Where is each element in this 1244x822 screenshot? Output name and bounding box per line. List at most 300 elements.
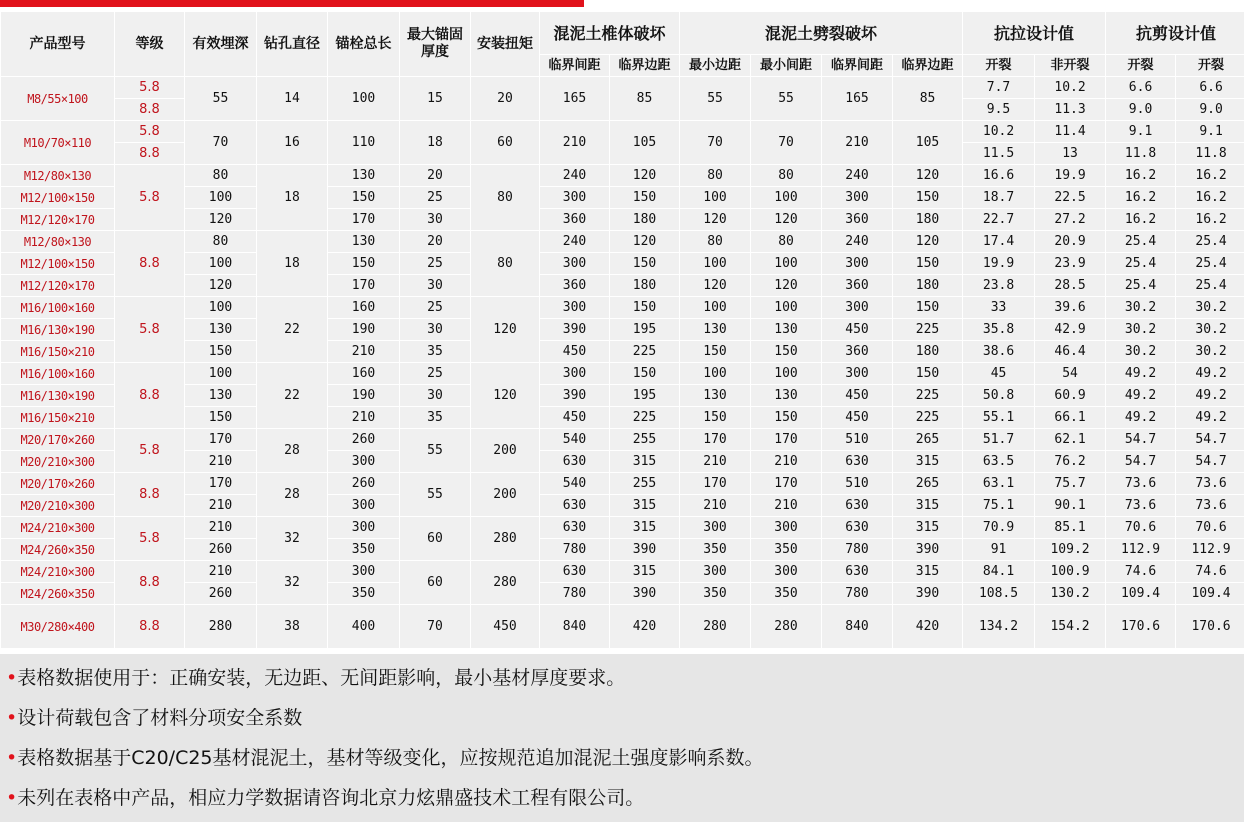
header-torque: 安装扭矩 xyxy=(471,12,540,77)
header-model: 产品型号 xyxy=(1,12,115,77)
bullet-icon: • xyxy=(6,667,18,689)
note-item xyxy=(6,706,302,730)
shear-cell: 49.2 xyxy=(1106,385,1176,407)
distance-cell: 420 xyxy=(610,605,680,649)
total-cell: 110 xyxy=(328,121,400,165)
shear-cell: 74.6 xyxy=(1106,561,1176,583)
distance-cell: 360 xyxy=(540,275,610,297)
subheader-cone: 临界边距 xyxy=(610,55,680,77)
total-cell: 300 xyxy=(328,517,400,539)
table-row xyxy=(1,231,1244,253)
thickness-cell: 55 xyxy=(400,429,471,473)
embed-cell: 170 xyxy=(185,473,257,495)
distance-cell: 150 xyxy=(610,253,680,275)
model-cell: M16/150×210 xyxy=(1,407,115,429)
shear-cell: 30.2 xyxy=(1176,297,1244,319)
total-cell: 150 xyxy=(328,187,400,209)
distance-cell: 540 xyxy=(540,473,610,495)
tension-cell: 70.9 xyxy=(963,517,1035,539)
distance-cell: 350 xyxy=(680,539,751,561)
shear-cell: 16.2 xyxy=(1176,209,1244,231)
distance-cell: 630 xyxy=(822,517,893,539)
distance-cell: 165 xyxy=(822,77,893,121)
distance-cell: 55 xyxy=(751,77,822,121)
distance-cell: 265 xyxy=(893,429,963,451)
distance-cell: 100 xyxy=(680,297,751,319)
note-item xyxy=(6,666,625,690)
total-cell: 300 xyxy=(328,451,400,473)
table-row xyxy=(1,363,1244,385)
embed-cell: 55 xyxy=(185,77,257,121)
table-row xyxy=(1,605,1244,649)
model-cell: M12/80×130 xyxy=(1,231,115,253)
header-shear-design: 抗剪设计值 xyxy=(1106,12,1244,55)
thickness-cell: 25 xyxy=(400,363,471,385)
tension-cell: 9.5 xyxy=(963,99,1035,121)
tension-cell: 28.5 xyxy=(1035,275,1106,297)
embed-cell: 260 xyxy=(185,583,257,605)
distance-cell: 180 xyxy=(610,209,680,231)
distance-cell: 170 xyxy=(751,473,822,495)
grade-cell: 5.8 xyxy=(115,165,185,231)
drill-cell: 14 xyxy=(257,77,328,121)
tension-cell: 66.1 xyxy=(1035,407,1106,429)
distance-cell: 300 xyxy=(751,561,822,583)
grade-cell: 8.8 xyxy=(115,561,185,605)
distance-cell: 630 xyxy=(822,495,893,517)
distance-cell: 70 xyxy=(751,121,822,165)
table-row xyxy=(1,583,1244,605)
shear-cell: 73.6 xyxy=(1106,495,1176,517)
distance-cell: 360 xyxy=(822,275,893,297)
subheader-split: 临界间距 xyxy=(822,55,893,77)
torque-cell: 80 xyxy=(471,231,540,297)
tension-cell: 22.7 xyxy=(963,209,1035,231)
distance-cell: 390 xyxy=(610,583,680,605)
distance-cell: 630 xyxy=(540,517,610,539)
total-cell: 210 xyxy=(328,341,400,363)
table-row xyxy=(1,297,1244,319)
torque-cell: 200 xyxy=(471,429,540,473)
shear-cell: 11.8 xyxy=(1176,143,1244,165)
bullet-icon: • xyxy=(6,787,18,809)
tension-cell: 76.2 xyxy=(1035,451,1106,473)
shear-cell: 170.6 xyxy=(1176,605,1244,649)
tension-cell: 63.1 xyxy=(963,473,1035,495)
model-cell: M10/70×110 xyxy=(1,121,115,165)
distance-cell: 225 xyxy=(893,407,963,429)
torque-cell: 280 xyxy=(471,561,540,605)
tension-cell: 10.2 xyxy=(963,121,1035,143)
table-row xyxy=(1,253,1244,275)
table-row xyxy=(1,121,1244,143)
embed-cell: 130 xyxy=(185,319,257,341)
embed-cell: 210 xyxy=(185,517,257,539)
distance-cell: 100 xyxy=(680,187,751,209)
grade-cell: 5.8 xyxy=(115,297,185,363)
distance-cell: 390 xyxy=(893,539,963,561)
header-grade: 等级 xyxy=(115,12,185,77)
distance-cell: 780 xyxy=(540,539,610,561)
header-total-length: 锚栓总长 xyxy=(328,12,400,77)
distance-cell: 840 xyxy=(540,605,610,649)
note-text: 未列在表格中产品，相应力学数据请咨询北京力炫鼎盛技术工程有限公司。 xyxy=(17,787,645,809)
grade-cell: 5.8 xyxy=(115,121,185,143)
embed-cell: 210 xyxy=(185,561,257,583)
embed-cell: 100 xyxy=(185,187,257,209)
model-cell: M8/55×100 xyxy=(1,77,115,121)
grade-cell: 5.8 xyxy=(115,77,185,99)
torque-cell: 120 xyxy=(471,297,540,363)
distance-cell: 180 xyxy=(893,341,963,363)
total-cell: 260 xyxy=(328,473,400,495)
distance-cell: 390 xyxy=(540,319,610,341)
shear-cell: 25.4 xyxy=(1106,275,1176,297)
distance-cell: 450 xyxy=(822,407,893,429)
tension-cell: 55.1 xyxy=(963,407,1035,429)
distance-cell: 315 xyxy=(610,561,680,583)
drill-cell: 28 xyxy=(257,473,328,517)
tension-cell: 42.9 xyxy=(1035,319,1106,341)
torque-cell: 60 xyxy=(471,121,540,165)
model-cell: M12/120×170 xyxy=(1,209,115,231)
total-cell: 300 xyxy=(328,561,400,583)
shear-cell: 54.7 xyxy=(1176,429,1244,451)
distance-cell: 300 xyxy=(822,297,893,319)
distance-cell: 130 xyxy=(680,319,751,341)
shear-cell: 11.8 xyxy=(1106,143,1176,165)
tension-cell: 23.8 xyxy=(963,275,1035,297)
distance-cell: 540 xyxy=(540,429,610,451)
shear-cell: 170.6 xyxy=(1106,605,1176,649)
embed-cell: 80 xyxy=(185,165,257,187)
distance-cell: 510 xyxy=(822,473,893,495)
distance-cell: 150 xyxy=(751,341,822,363)
distance-cell: 80 xyxy=(680,231,751,253)
distance-cell: 265 xyxy=(893,473,963,495)
shear-cell: 49.2 xyxy=(1106,407,1176,429)
table-row xyxy=(1,341,1244,363)
shear-cell: 6.6 xyxy=(1106,77,1176,99)
total-cell: 170 xyxy=(328,209,400,231)
distance-cell: 630 xyxy=(540,495,610,517)
thickness-cell: 30 xyxy=(400,385,471,407)
tension-cell: 90.1 xyxy=(1035,495,1106,517)
tension-cell: 154.2 xyxy=(1035,605,1106,649)
distance-cell: 300 xyxy=(822,253,893,275)
distance-cell: 210 xyxy=(540,121,610,165)
drill-cell: 22 xyxy=(257,363,328,429)
tension-cell: 51.7 xyxy=(963,429,1035,451)
model-cell: M16/150×210 xyxy=(1,341,115,363)
shear-cell: 70.6 xyxy=(1106,517,1176,539)
thickness-cell: 60 xyxy=(400,517,471,561)
model-cell: M24/210×300 xyxy=(1,561,115,583)
distance-cell: 105 xyxy=(893,121,963,165)
shear-cell: 30.2 xyxy=(1106,341,1176,363)
table-row xyxy=(1,451,1244,473)
distance-cell: 80 xyxy=(680,165,751,187)
subheader-tension: 非开裂 xyxy=(1035,55,1106,77)
distance-cell: 350 xyxy=(680,583,751,605)
distance-cell: 360 xyxy=(540,209,610,231)
distance-cell: 150 xyxy=(893,253,963,275)
total-cell: 130 xyxy=(328,231,400,253)
shear-cell: 16.2 xyxy=(1106,209,1176,231)
distance-cell: 210 xyxy=(680,495,751,517)
note-text: 表格数据基于C20/C25基材混泥土，基材等级变化，应按规范追加混泥土强度影响系数。 xyxy=(17,747,764,769)
shear-cell: 25.4 xyxy=(1176,231,1244,253)
distance-cell: 150 xyxy=(610,187,680,209)
distance-cell: 240 xyxy=(822,165,893,187)
header-tension-design: 抗拉设计值 xyxy=(963,12,1106,55)
subheader-shear: 开裂 xyxy=(1106,55,1176,77)
shear-cell: 73.6 xyxy=(1106,473,1176,495)
distance-cell: 210 xyxy=(751,451,822,473)
distance-cell: 120 xyxy=(893,165,963,187)
distance-cell: 85 xyxy=(893,77,963,121)
drill-cell: 18 xyxy=(257,231,328,297)
table-row xyxy=(1,473,1244,495)
distance-cell: 170 xyxy=(751,429,822,451)
drill-cell: 32 xyxy=(257,517,328,561)
shear-cell: 54.7 xyxy=(1106,429,1176,451)
distance-cell: 315 xyxy=(893,561,963,583)
distance-cell: 225 xyxy=(893,385,963,407)
grade-cell: 5.8 xyxy=(115,517,185,561)
distance-cell: 450 xyxy=(540,341,610,363)
distance-cell: 210 xyxy=(822,121,893,165)
distance-cell: 420 xyxy=(893,605,963,649)
grade-cell: 8.8 xyxy=(115,99,185,121)
table-row xyxy=(1,561,1244,583)
grade-cell: 8.8 xyxy=(115,473,185,517)
shear-cell: 9.1 xyxy=(1176,121,1244,143)
thickness-cell: 25 xyxy=(400,187,471,209)
distance-cell: 195 xyxy=(610,385,680,407)
tension-cell: 38.6 xyxy=(963,341,1035,363)
distance-cell: 350 xyxy=(751,583,822,605)
distance-cell: 180 xyxy=(893,209,963,231)
shear-cell: 25.4 xyxy=(1176,253,1244,275)
distance-cell: 150 xyxy=(610,363,680,385)
model-cell: M30/280×400 xyxy=(1,605,115,649)
distance-cell: 210 xyxy=(680,451,751,473)
distance-cell: 100 xyxy=(751,253,822,275)
model-cell: M24/260×350 xyxy=(1,583,115,605)
tension-cell: 91 xyxy=(963,539,1035,561)
shear-cell: 49.2 xyxy=(1176,363,1244,385)
distance-cell: 300 xyxy=(540,253,610,275)
shear-cell: 9.1 xyxy=(1106,121,1176,143)
torque-cell: 120 xyxy=(471,363,540,429)
distance-cell: 70 xyxy=(680,121,751,165)
model-cell: M12/100×150 xyxy=(1,187,115,209)
notes-panel xyxy=(0,654,1244,822)
distance-cell: 255 xyxy=(610,429,680,451)
table-row xyxy=(1,319,1244,341)
shear-cell: 9.0 xyxy=(1106,99,1176,121)
distance-cell: 105 xyxy=(610,121,680,165)
total-cell: 100 xyxy=(328,77,400,121)
tension-cell: 45 xyxy=(963,363,1035,385)
tension-cell: 63.5 xyxy=(963,451,1035,473)
table-row xyxy=(1,275,1244,297)
distance-cell: 300 xyxy=(822,187,893,209)
distance-cell: 300 xyxy=(540,297,610,319)
shear-cell: 25.4 xyxy=(1106,231,1176,253)
total-cell: 150 xyxy=(328,253,400,275)
distance-cell: 120 xyxy=(610,231,680,253)
distance-cell: 510 xyxy=(822,429,893,451)
shear-cell: 30.2 xyxy=(1176,341,1244,363)
shear-cell: 30.2 xyxy=(1106,319,1176,341)
model-cell: M20/210×300 xyxy=(1,451,115,473)
tension-cell: 27.2 xyxy=(1035,209,1106,231)
distance-cell: 85 xyxy=(610,77,680,121)
distance-cell: 450 xyxy=(540,407,610,429)
embed-cell: 280 xyxy=(185,605,257,649)
embed-cell: 70 xyxy=(185,121,257,165)
thickness-cell: 35 xyxy=(400,341,471,363)
tension-cell: 17.4 xyxy=(963,231,1035,253)
distance-cell: 240 xyxy=(540,231,610,253)
total-cell: 190 xyxy=(328,385,400,407)
note-item xyxy=(6,786,644,810)
tension-cell: 23.9 xyxy=(1035,253,1106,275)
embed-cell: 100 xyxy=(185,363,257,385)
table-row xyxy=(1,385,1244,407)
torque-cell: 200 xyxy=(471,473,540,517)
embed-cell: 210 xyxy=(185,495,257,517)
total-cell: 160 xyxy=(328,297,400,319)
distance-cell: 100 xyxy=(680,253,751,275)
embed-cell: 170 xyxy=(185,429,257,451)
embed-cell: 130 xyxy=(185,385,257,407)
distance-cell: 170 xyxy=(680,473,751,495)
distance-cell: 120 xyxy=(680,275,751,297)
top-accent-bar xyxy=(0,0,584,7)
thickness-cell: 20 xyxy=(400,165,471,187)
tension-cell: 75.7 xyxy=(1035,473,1106,495)
subheader-split: 最小边距 xyxy=(680,55,751,77)
distance-cell: 300 xyxy=(751,517,822,539)
model-cell: M20/210×300 xyxy=(1,495,115,517)
table-row xyxy=(1,165,1244,187)
drill-cell: 38 xyxy=(257,605,328,649)
distance-cell: 130 xyxy=(751,385,822,407)
distance-cell: 150 xyxy=(751,407,822,429)
thickness-cell: 30 xyxy=(400,275,471,297)
torque-cell: 280 xyxy=(471,517,540,561)
distance-cell: 100 xyxy=(751,187,822,209)
model-cell: M16/130×190 xyxy=(1,319,115,341)
subheader-split: 最小间距 xyxy=(751,55,822,77)
distance-cell: 360 xyxy=(822,209,893,231)
distance-cell: 780 xyxy=(540,583,610,605)
distance-cell: 150 xyxy=(893,297,963,319)
drill-cell: 22 xyxy=(257,297,328,363)
distance-cell: 300 xyxy=(680,561,751,583)
note-item xyxy=(6,746,764,770)
distance-cell: 255 xyxy=(610,473,680,495)
distance-cell: 450 xyxy=(822,385,893,407)
total-cell: 190 xyxy=(328,319,400,341)
table-row xyxy=(1,209,1244,231)
grade-cell: 8.8 xyxy=(115,143,185,165)
header-embed-depth: 有效埋深 xyxy=(185,12,257,77)
tension-cell: 62.1 xyxy=(1035,429,1106,451)
distance-cell: 390 xyxy=(610,539,680,561)
distance-cell: 315 xyxy=(893,451,963,473)
table-row xyxy=(1,187,1244,209)
distance-cell: 100 xyxy=(680,363,751,385)
distance-cell: 150 xyxy=(680,407,751,429)
distance-cell: 840 xyxy=(822,605,893,649)
shear-cell: 16.2 xyxy=(1176,187,1244,209)
shear-cell: 112.9 xyxy=(1106,539,1176,561)
shear-cell: 73.6 xyxy=(1176,495,1244,517)
torque-cell: 450 xyxy=(471,605,540,649)
model-cell: M24/260×350 xyxy=(1,539,115,561)
shear-cell: 54.7 xyxy=(1176,451,1244,473)
subheader-split: 临界边距 xyxy=(893,55,963,77)
tension-cell: 11.3 xyxy=(1035,99,1106,121)
distance-cell: 210 xyxy=(751,495,822,517)
tension-cell: 10.2 xyxy=(1035,77,1106,99)
distance-cell: 630 xyxy=(822,561,893,583)
distance-cell: 630 xyxy=(540,561,610,583)
total-cell: 350 xyxy=(328,539,400,561)
total-cell: 170 xyxy=(328,275,400,297)
grade-cell: 8.8 xyxy=(115,605,185,649)
total-cell: 350 xyxy=(328,583,400,605)
shear-cell: 109.4 xyxy=(1176,583,1244,605)
distance-cell: 390 xyxy=(893,583,963,605)
shear-cell: 74.6 xyxy=(1176,561,1244,583)
table-row xyxy=(1,77,1244,99)
distance-cell: 300 xyxy=(540,187,610,209)
distance-cell: 315 xyxy=(610,451,680,473)
distance-cell: 315 xyxy=(610,517,680,539)
embed-cell: 80 xyxy=(185,231,257,253)
total-cell: 400 xyxy=(328,605,400,649)
tension-cell: 39.6 xyxy=(1035,297,1106,319)
tension-cell: 18.7 xyxy=(963,187,1035,209)
tension-cell: 46.4 xyxy=(1035,341,1106,363)
total-cell: 210 xyxy=(328,407,400,429)
tension-cell: 134.2 xyxy=(963,605,1035,649)
distance-cell: 165 xyxy=(540,77,610,121)
bullet-icon: • xyxy=(6,747,18,769)
shear-cell: 25.4 xyxy=(1176,275,1244,297)
distance-cell: 150 xyxy=(893,363,963,385)
table-row xyxy=(1,495,1244,517)
thickness-cell: 70 xyxy=(400,605,471,649)
embed-cell: 100 xyxy=(185,297,257,319)
embed-cell: 150 xyxy=(185,407,257,429)
distance-cell: 630 xyxy=(822,451,893,473)
table-row xyxy=(1,407,1244,429)
distance-cell: 630 xyxy=(540,451,610,473)
drill-cell: 18 xyxy=(257,165,328,231)
tension-cell: 130.2 xyxy=(1035,583,1106,605)
note-text: 表格数据使用于：正确安装，无边距、无间距影响，最小基材厚度要求。 xyxy=(17,667,626,689)
distance-cell: 120 xyxy=(751,209,822,231)
tension-cell: 60.9 xyxy=(1035,385,1106,407)
tension-cell: 50.8 xyxy=(963,385,1035,407)
thickness-cell: 25 xyxy=(400,253,471,275)
